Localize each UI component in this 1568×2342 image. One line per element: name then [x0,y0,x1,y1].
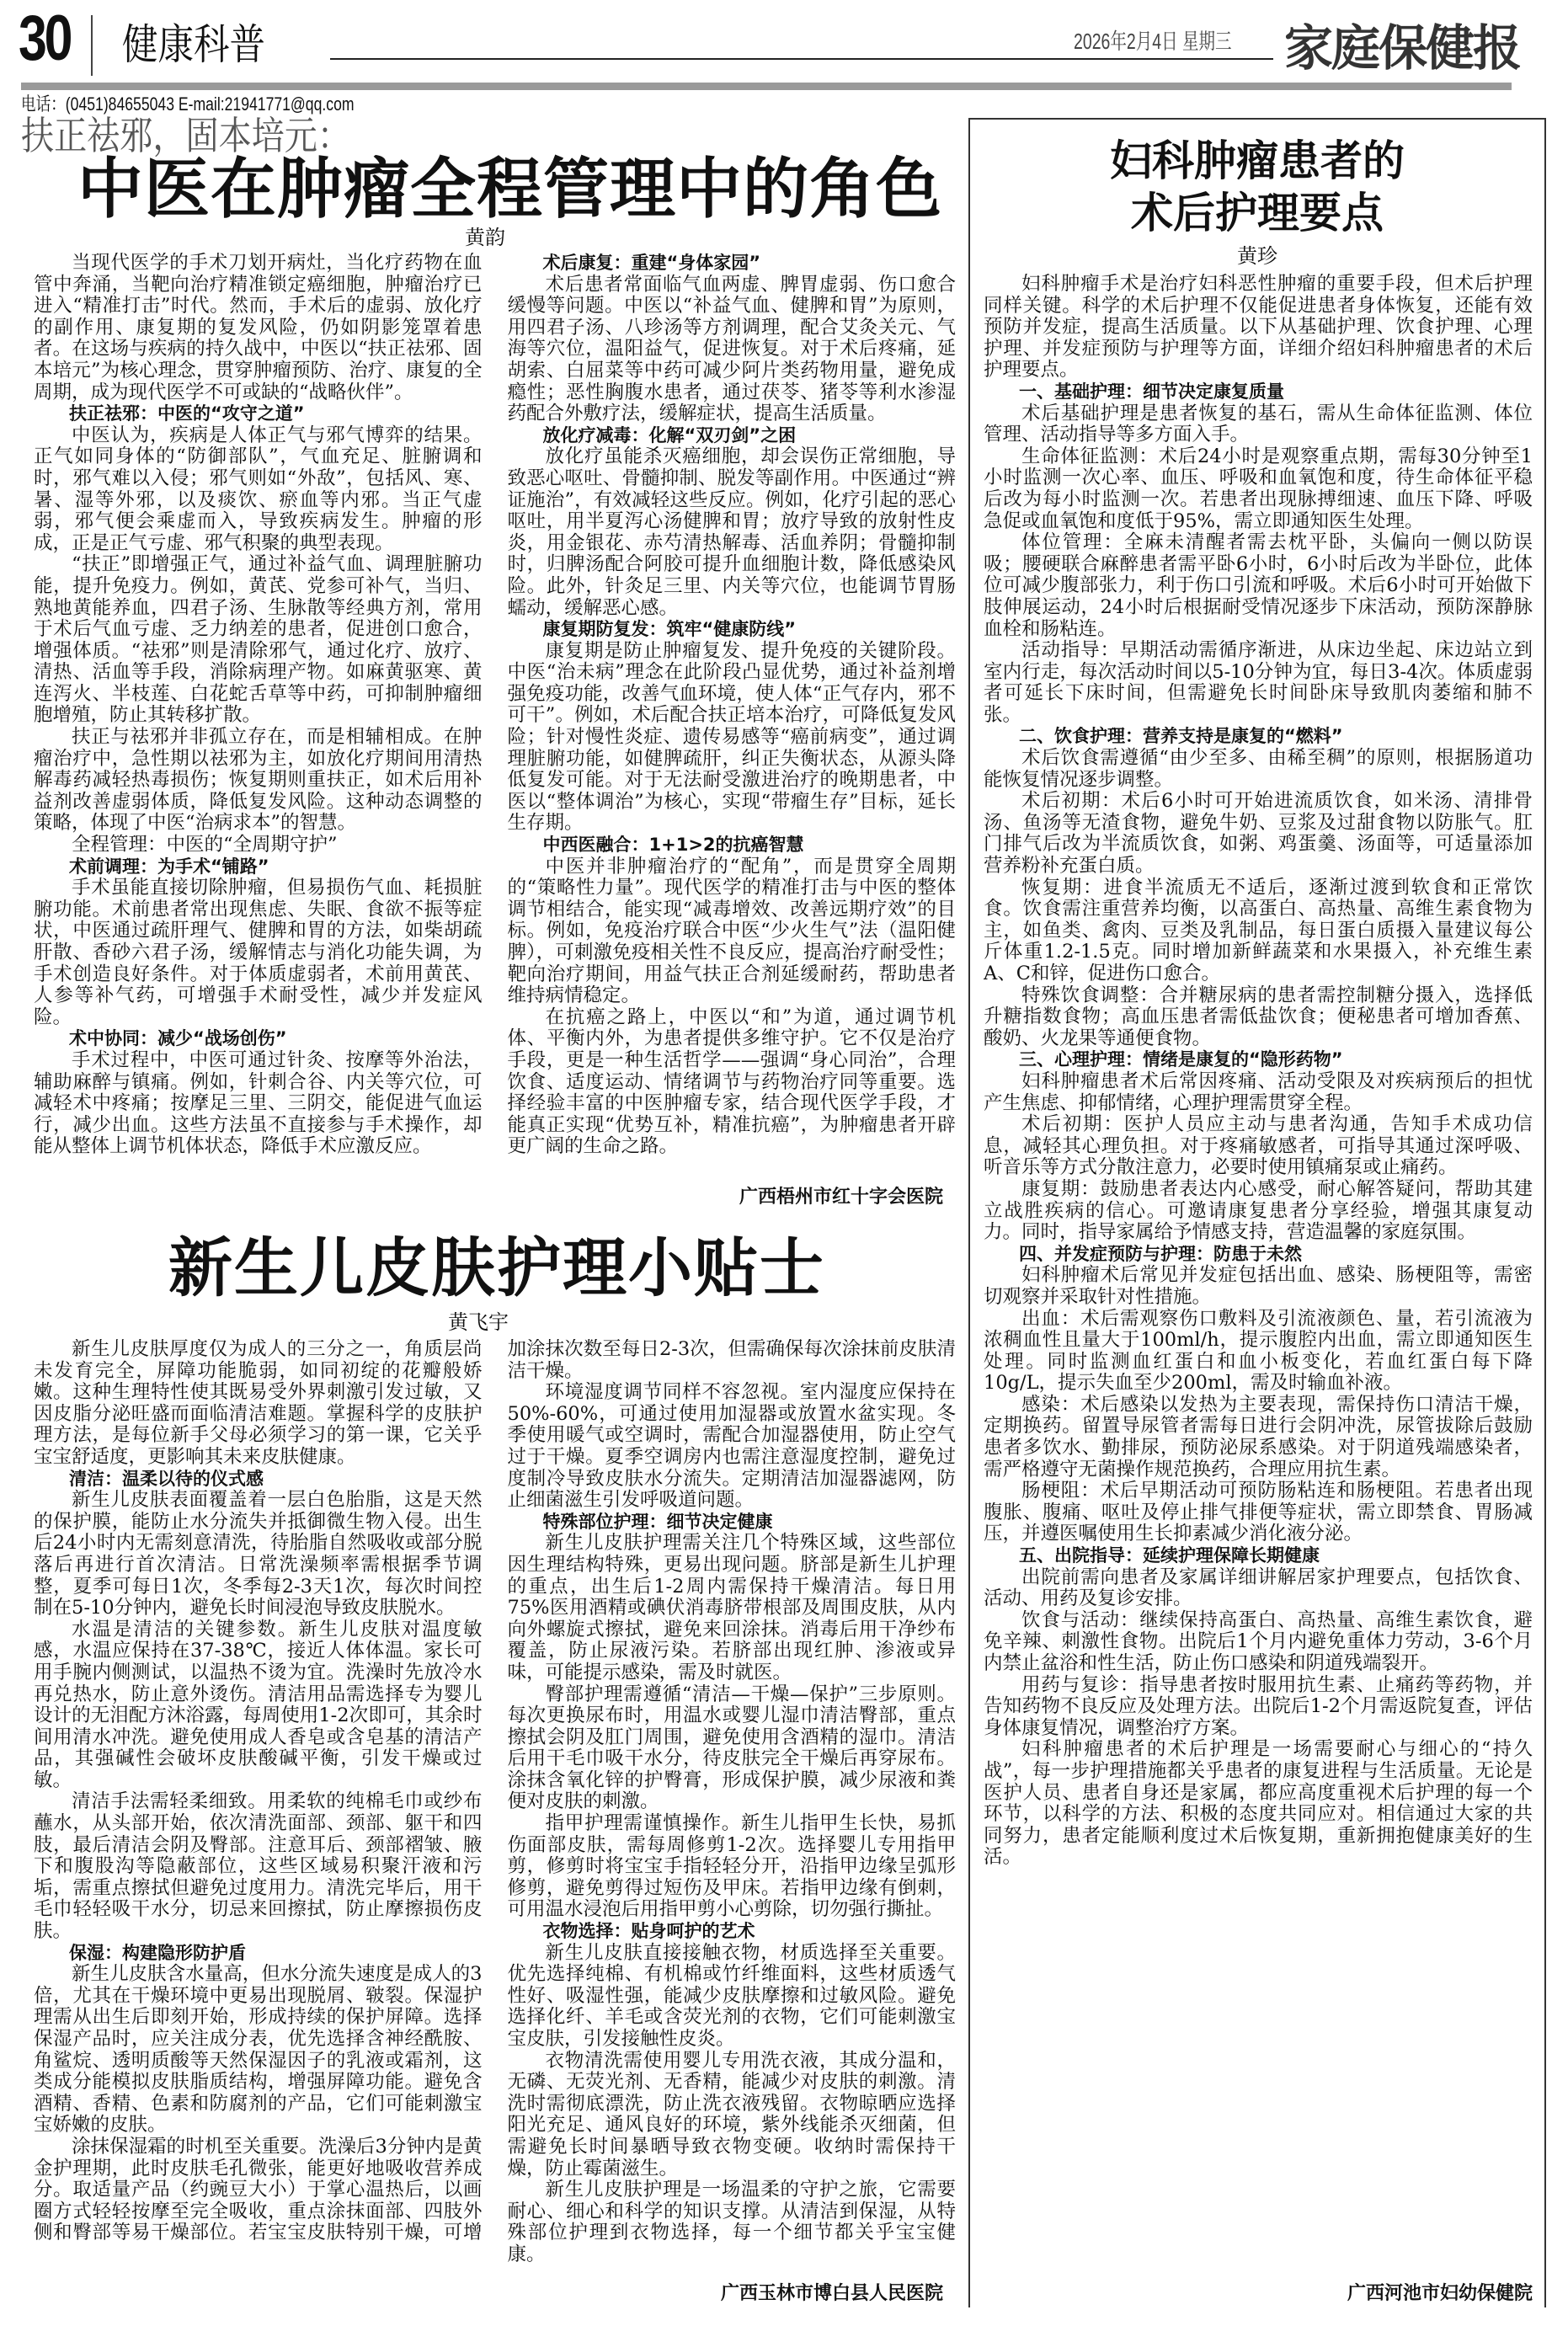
paragraph: 扶正与祛邪并非孤立存在，而是相辅相成。在肿瘤治疗中，急性期以祛邪为主，如放化疗期间用清热解毒药减轻热毒损伤；恢复期则重扶正，如术后用补益剂改善虚弱体质，降低复发风险。这种动态调整的策略，体现了中医“治病求本”的智慧。 [34,726,483,835]
paragraph: 妇科肿瘤手术是治疗妇科恶性肿瘤的重要手段，但术后护理同样关键。科学的术后护理不仅能促进患者身体恢复，还能有效预防并发症，提高生活质量。以下从基础护理、饮食护理、心理护理、并发症预防与护理等方面，详细介绍妇科肿瘤患者的术后护理要点。 [984,274,1533,381]
paragraph: 中医认为，疾病是人体正气与邪气博弈的结果。正气如同身体的“防御部队”，气血充足、脏腑调和时，邪气难以入侵；邪气则如“外敌”，包括风、寒、暑、湿等外邪，以及痰饮、瘀血等内邪。当正气虚弱，邪气便会乘虚而入，导致疾病发生。肿瘤的形成，正是正气亏虚、邪气积聚的典型表现。 [34,424,483,554]
paragraph: 放化疗虽能杀灭癌细胞，却会误伤正常细胞，导致恶心呕吐、骨髓抑制、脱发等副作用。中医通过“辨证施治”，有效减轻这些反应。例如，化疗引起的恶心呕吐，用半夏泻心汤健脾和胃；放疗导致的放射性皮炎，用金银花、赤芍清热解毒、活血养阴；骨髓抑制时，归脾汤配合阿胶可提升血细胞计数，降低感染风险。此外，针灸足三里、内关等穴位，也能调节胃肠蠕动，缓解恶心感。 [507,445,956,619]
paragraph: “扶正”即增强正气，通过补益气血、调理脏腑功能，提升免疫力。例如，黄芪、党参可补气，当归、熟地黄能养血，四君子汤、生脉散等经典方剂，常用于术后气血亏虚、乏力纳差的患者，促进创口愈合，增强体质。“祛邪”则是清除邪气，通过化疗、放疗、清热、活血等手段，消除病理产物。如麻黄驱寒、黄连泻火、半枝莲、白花蛇舌草等中药，可抑制肿瘤细胞增殖，防止其转移扩散。 [34,553,483,727]
article2-title: 新生儿皮肤护理小贴士 [168,1230,825,1305]
contact-info: 电话：(0451)84655043 E-mail:21941771@qq.com [21,93,355,115]
paragraph: 术后基础护理是患者恢复的基石，需从生命体征监测、体位管理、活动指导等多方面入手。 [984,402,1533,446]
article3-author: 黄珍 [1237,244,1277,268]
subheading: 特殊部位护理：细节决定健康 [542,1511,773,1532]
paragraph: 出血：术后需观察伤口敷料及引流液颜色、量，若引流液为浓稠血性且量大于100ml/h，提示腹腔内出血，需立即通知医生处理。同时监测血红蛋白和血小板变化，若血红蛋白每下降10g/L，提示失血至少200ml，需及时输血补液。 [984,1307,1533,1395]
article3-body [984,274,1533,2278]
issue-date: 2026年2月4日 星期三 [1074,29,1232,54]
article2-affiliation: 广西玉林市博白县人民医院 [720,2283,943,2304]
paragraph: 中医并非肿瘤治疗的“配角”，而是贯穿全周期的“策略性力量”。现代医学的精准打击与中医的整体调节相结合，能实现“减毒增效、改善远期疗效”的目标。例如，免疫治疗联合中医“少火生气”法（温阳健脾），可刺激免疫相关性不良反应，提高治疗耐受性；靶向治疗期间，用益气扶正合剂延缓耐药，帮助患者维持病情稳定。 [507,855,956,1007]
header-gray-rule [21,83,1512,90]
paragraph: 新生儿皮肤护理是一场温柔的守护之旅，它需要耐心、细心和科学的知识支撑。从清洁到保湿，从特殊部位护理到衣物选择，每一个细节都关乎宝宝健康。 [507,2179,956,2265]
paragraph: 全程管理：中医的“全周期守护” [72,834,338,856]
article3-title-line2: 术后护理要点 [1131,188,1384,237]
paragraph: 术后初期：术后6小时可开始进流质饮食，如米汤、清排骨汤、鱼汤等无渣食物，避免牛奶、豆浆及过甜食物以防胀气。肛门排气后改为半流质饮食，如粥、鸡蛋羹、汤面等，可适量添加营养粉补充蛋白质。 [984,790,1533,878]
paragraph: 活动指导：早期活动需循序渐进，从床边坐起、床边站立到室内行走，每次活动时间以5-10分钟为宜，每日3-4次。体质虚弱者可延长下床时间，但需避免长时间卧床导致肌肉萎缩和肺不张。 [984,639,1533,726]
paragraph: 清洁手法需轻柔细致。用柔软的纯棉毛巾或纱布蘸水，从头部开始，依次清洗面部、颈部、躯干和四肢，最后清洁会阴及臀部。注意耳后、颈部褶皱、腋下和腹股沟等隐蔽部位，这些区域易积聚汗液和污垢，需重点擦拭但避免过度用力。清洗完毕后，用干毛巾轻轻吸干水分，切忌来回擦拭，防止摩擦损伤皮肤。 [34,1790,483,1943]
paragraph: 恢复期：进食半流质无不适后，逐渐过渡到软食和正常饮食。饮食需注重营养均衡，以高蛋白、高热量、高维生素食物为主，如鱼类、禽肉、豆类及乳制品，每日蛋白质摄入量建议每公斤体重1.2-1.5克。同时增加新鲜蔬菜和水果摄入，补充维生素A、C和锌，促进伤口愈合。 [984,876,1533,984]
subheading: 衣物选择：贴身呵护的艺术 [542,1921,755,1942]
header-divider [91,15,93,76]
paragraph: 术后饮食需遵循“由少至多、由稀至稠”的原则，根据肠道功能恢复情况逐步调整。 [984,747,1533,791]
paragraph: 新生儿皮肤含水量高，但水分流失速度是成人的3倍，尤其在干燥环境中更易出现脱屑、皲裂。保湿护理需从出生后即刻开始，形成持续的保护屏障。选择保湿产品时，应关注成分表，优先选择含神经酰胺、角鲨烷、透明质酸等天然保湿因子的乳液或霜剂，这类成分能模拟皮肤脂质结构，增强屏障功能。避免含酒精、香精、色素和防腐剂的产品，它们可能刺激宝宝娇嫩的皮肤。 [34,1963,483,2137]
paragraph: 指甲护理需谨慎操作。新生儿指甲生长快，易抓伤面部皮肤，需每周修剪1-2次。选择婴儿专用指甲剪，修剪时将宝宝手指轻轻分开，沿指甲边缘呈弧形修剪，避免剪得过短伤及甲床。若指甲边缘有倒刺，可用温水浸泡后用指甲剪小心剪除，切勿强行撕扯。 [507,1812,956,1921]
paragraph: 出院前需向患者及家属详细讲解居家护理要点，包括饮食、活动、用药及复诊安排。 [984,1566,1533,1610]
newspaper-name: 家庭保健报 [1284,19,1521,77]
paragraph: 妇科肿瘤患者术后常因疼痛、活动受限及对疾病预后的担忧产生焦虑、抑郁情绪，心理护理需贯穿全程。 [984,1070,1533,1114]
subheading: 扶正祛邪：中医的“攻守之道” [69,403,305,424]
subheading: 五、出院指导：延续护理保障长期健康 [1019,1545,1320,1566]
section-title: 健康科普 [122,20,265,69]
paragraph: 当现代医学的手术刀划开病灶，当化疗药物在血管中奔涌，当靶向治疗精准锁定癌细胞，肿瘤治疗已进入“精准打击”时代。然而，手术后的虚弱、放化疗的副作用、康复期的复发风险，仍如阴影笼罩着患者。在这场与疾病的持久战中，中医以“扶正祛邪、固本培元”为核心理念，贯穿肿瘤预防、治疗、康复的全周期，成为现代医学不可或缺的“战略伙伴”。 [34,253,483,403]
subheading: 四、并发症预防与护理：防患于未然 [1019,1243,1302,1264]
paragraph: 水温是清洁的关键参数。新生儿皮肤对温度敏感，水温应保持在37-38℃，接近人体体温。家长可用手腕内侧测试，以温热不烫为宜。洗澡时先放冷水再兑热水，防止意外烫伤。清洁用品需选择专为婴儿设计的无泪配方沐浴露，每周使用1-2次即可，其余时间用清水冲洗。避免使用成人香皂或含皂基的清洁产品，其强碱性会破坏皮肤酸碱平衡，引发干燥或过敏。 [34,1618,483,1791]
paragraph: 体位管理：全麻未清醒者需去枕平卧，头偏向一侧以防误吸；腰硬联合麻醉患者需平卧6小时，6小时后改为半卧位，此体位可减少腹部张力，利于伤口引流和呼吸。术后6小时可开始做下肢伸展运动，24小时后根据耐受情况逐步下床活动，预防深静脉血栓和肠粘连。 [984,531,1533,640]
subheading: 术前调理：为手术“铺路” [69,856,269,877]
article1-author: 黄韵 [465,226,505,249]
article1-title: 中医在肿瘤全程管理中的角色 [77,151,943,227]
paragraph: 康复期：鼓励患者表达内心感受，耐心解答疑问，帮助其建立战胜疾病的信心。可邀请康复患者分享经验，增强其康复动力。同时，指导家属给予情感支持，营造温馨的家庭氛围。 [984,1177,1533,1244]
paragraph: 在抗癌之路上，中医以“和”为道，通过调节机体、平衡内外，为患者提供多维守护。它不仅是治疗手段，更是一种生活哲学——强调“身心同治”，合理饮食、适度运动、情绪调节与药物治疗同等重要。选择经验丰富的中医肿瘤专家，结合现代医学手段，才能真正实现“优势互补，精准抗癌”，为肿瘤患者开辟更广阔的生命之路。 [507,1006,956,1158]
paragraph: 康复期是防止肿瘤复发、提升免疫的关键阶段。中医“治未病”理念在此阶段凸显优势，通过补益剂增强免疫功能，改善气血环境，使人体“正气存内，邪不可干”。例如，术后配合扶正培本治疗，可降低复发风险；针对慢性炎症、遗传易感等“癌前病变”，通过调理脏腑功能，如健脾疏肝，纠正失衡状态，从源头降低复发可能。对于无法耐受激进治疗的晚期患者，中医以“整体调治”为核心，实现“带瘤生存”目标，延长生存期。 [507,639,956,835]
subheading: 三、心理护理：情绪是康复的“隐形药物” [1019,1049,1343,1070]
paragraph: 饮食与活动：继续保持高蛋白、高热量、高维生素饮食，避免辛辣、刺激性食物。出院后1个月内避免重体力劳动，3-6个月内禁止盆浴和性生活，防止伤口感染和阴道残端裂开。 [984,1608,1533,1674]
subheading: 康复期防复发：筑牢“健康防线” [542,619,797,640]
subheading: 中西医融合：1+1>2的抗癌智慧 [542,835,804,856]
header-rule [330,58,1273,60]
paragraph: 衣物清洗需使用婴儿专用洗衣液，其成分温和，无磷、无荧光剂、无香精，能减少对皮肤的刺激。清洗时需彻底漂洗，防止洗衣液残留。衣物晾晒应选择阳光充足、通风良好的环境，紫外线能杀灭细菌，但需避免长时间暴晒导致衣物变硬。收纳时需保持干燥，防止霉菌滋生。 [507,2049,956,2179]
paragraph: 手术虽能直接切除肿瘤，但易损伤气血、耗损脏腑功能。术前患者常出现焦虑、失眠、食欲不振等症状，中医通过疏肝理气、健脾和胃的方法，如柴胡疏肝散、香砂六君子汤，缓解情志与消化功能失调，为手术创造良好条件。对于体质虚弱者，术前用黄芪、人参等补气药，可增强手术耐受性，减少并发症风险。 [34,877,483,1028]
paragraph: 术后患者常面临气血两虚、脾胃虚弱、伤口愈合缓慢等问题。中医以“补益气血、健脾和胃”为原则，用四君子汤、八珍汤等方剂调理，配合艾灸关元、气海等穴位，温阳益气，促进恢复。对于术后疼痛，延胡索、白屈菜等中药可减少阿片类药物用量，避免成瘾性；恶性胸腹水患者，通过茯苓、猪苓等利水渗湿药配合外敷疗法，缓解症状，提高生活质量。 [507,273,956,425]
article2-author: 黄飞宇 [448,1310,509,1334]
paragraph: 新生儿皮肤直接接触衣物，材质选择至关重要。优先选择纯棉、有机棉或竹纤维面料，这些材质透气性好、吸湿性强，能减少皮肤摩擦和过敏风险。避免选择化纤、羊毛或含荧光剂的衣物，它们可能刺激宝宝皮肤，引发接触性皮炎。 [507,1941,956,2050]
article2-body [34,1339,956,2270]
paragraph: 环境湿度调节同样不容忽视。室内湿度应保持在50%-60%，可通过使用加湿器或放置水盆实现。冬季使用暖气或空调时，需配合加湿器使用，防止空气过于干燥。夏季空调房内也需注意湿度控制，避免过度制冷导致皮肤水分流失。定期清洁加湿器滤网，防止细菌滋生引发呼吸道问题。 [507,1381,956,1512]
paragraph: 用药与复诊：指导患者按时服用抗生素、止痛药等药物，并告知药物不良反应及处理方法。出院后1-2个月需返院复查，评估身体康复情况，调整治疗方案。 [984,1673,1533,1739]
paragraph: 新生儿皮肤护理需关注几个特殊区域，这些部位因生理结构特殊，更易出现问题。脐部是新生儿护理的重点，出生后1-2周内需保持干燥清洁。每日用75%医用酒精或碘伏消毒脐带根部及周围皮肤，从内向外螺旋式擦拭，避免来回涂抹。消毒后用干净纱布覆盖，防止尿液污染。若脐部出现红肿、渗液或异味，可能提示感染，需及时就医。 [507,1532,956,1683]
subheading: 保湿：构建隐形防护盾 [69,1942,246,1963]
paragraph: 臀部护理需遵循“清洁—干燥—保护”三步原则。每次更换尿布时，用温水或婴儿湿巾清洁臀部，重点擦拭会阴及肛门周围，避免使用含酒精的湿巾。清洁后用干毛巾吸干水分，待皮肤完全干燥后再穿尿布。涂抹含氧化锌的护臀膏，形成保护膜，减少尿液和粪便对皮肤的刺激。 [507,1683,956,1813]
article3-title [968,135,1546,239]
article3-title-line1: 妇科肿瘤患者的 [1110,136,1405,185]
paragraph: 肠梗阻：术后早期活动可预防肠粘连和肠梗阻。若患者出现腹胀、腹痛、呕吐及停止排气排便等症状，需立即禁食、胃肠减压，并遵医嘱使用生长抑素减少消化液分泌。 [984,1480,1533,1545]
paragraph: 新生儿皮肤厚度仅为成人的三分之一，角质层尚未发育完全，屏障功能脆弱，如同初绽的花瓣般娇嫩。这种生理特性使其既易受外界刺激引发过敏，又因皮脂分泌旺盛而面临清洁难题。掌握科学的皮肤护理方法，是每位新手父母必须学习的第一课，它关乎宝宝舒适度，更影响其未来皮肤健康。 [34,1339,483,1468]
subheading: 术中协同：减少“战场创伤” [69,1028,287,1049]
subheading: 一、基础护理：细节决定康复质量 [1019,381,1284,402]
subheading: 放化疗减毒：化解“双刃剑”之困 [542,424,797,445]
article1-affiliation: 广西梧州市红十字会医院 [739,1187,943,1208]
paragraph: 手术过程中，中医可通过针灸、按摩等外治法，辅助麻醉与镇痛。例如，针刺合谷、内关等穴位，可减轻术中疼痛；按摩足三里、三阴交，能促进气血运行，减少出血。这些方法虽不直接参与手术操作，却能从整体上调节机体状态，降低手术应激反应。 [34,1048,483,1158]
paragraph: 生命体征监测：术后24小时是观察重点期，需每30分钟至1小时监测一次心率、血压、呼吸和血氧饱和度，待生命体征平稳后改为每小时监测一次。若患者出现脉搏细速、血压下降、呼吸急促或血氧饱和度低于95%，需立即通知医生处理。 [984,445,1533,532]
article1-body [34,253,956,1179]
subheading: 术后康复：重建“身体家园” [542,253,761,273]
paragraph: 术后初期：医护人员应主动与患者沟通，告知手术成功信息，减轻其心理负担。对于疼痛敏感者，可指导其通过深呼吸、听音乐等方式分散注意力，必要时使用镇痛泵或止痛药。 [984,1113,1533,1179]
paragraph: 妇科肿瘤患者的术后护理是一场需要耐心与细心的“持久战”，每一步护理措施都关乎患者的康复进程与生活质量。无论是医护人员、患者自身还是家属，都应高度重视术后护理的每一个环节，以科学的方法、积极的态度共同应对。相信通过大家的共同努力，患者定能顺利度过术后恢复期，重新拥抱健康美好的生活。 [984,1738,1533,1869]
subheading: 清洁：温柔以待的仪式感 [69,1468,264,1489]
subheading: 二、饮食护理：营养支持是康复的“燃料” [1019,726,1343,747]
paragraph: 特殊饮食调整：合并糖尿病的患者需控制糖分摄入，选择低升糖指数食物；高血压患者需低盐饮食；便秘患者可增加香蕉、酸奶、火龙果等通便食物。 [984,984,1533,1049]
paragraph: 涂抹保湿霜的时机至关重要。洗澡后3分钟内是黄金护理期，此时皮肤毛孔微张，能更好地吸收营养成分。取适量产品（约豌豆大小）于掌心温热后，以画圈方式轻轻按摩至完全吸收，重点涂抹面部、四肢外侧和臀部等易干燥部位。若宝宝皮肤特别干燥，可增加涂抹次数至每日2-3次，但需确保每次涂抹前皮肤清洁干燥。 [34,1339,956,2244]
article3-affiliation: 广西河池市妇幼保健院 [1347,2283,1533,2304]
paragraph: 妇科肿瘤术后常见并发症包括出血、感染、肠梗阻等，需密切观察并采取针对性措施。 [984,1264,1533,1308]
page-number: 30 [19,3,71,74]
paragraph: 感染：术后感染以发热为主要表现，需保持伤口清洁干燥，定期换药。留置导尿管者需每日进行会阴冲洗，尿管拔除后鼓励患者多饮水、勤排尿，预防泌尿系感染。对于阴道残端感染者，需严格遵守无菌操作规范换药，合理应用抗生素。 [984,1393,1533,1480]
paragraph: 新生儿皮肤表面覆盖着一层白色胎脂，这是天然的保护膜，能防止水分流失并抵御微生物入侵。出生后24小时内无需刻意清洗，待胎脂自然吸收或部分脱落后再进行首次清洁。日常洗澡频率需根据季节调整，夏季可每日1次，冬季每2-3天1次，每次时间控制在5-10分钟内，避免长时间浸泡导致皮肤脱水。 [34,1489,483,1619]
article1-kicker: 扶正祛邪，固本培元： [21,113,350,158]
